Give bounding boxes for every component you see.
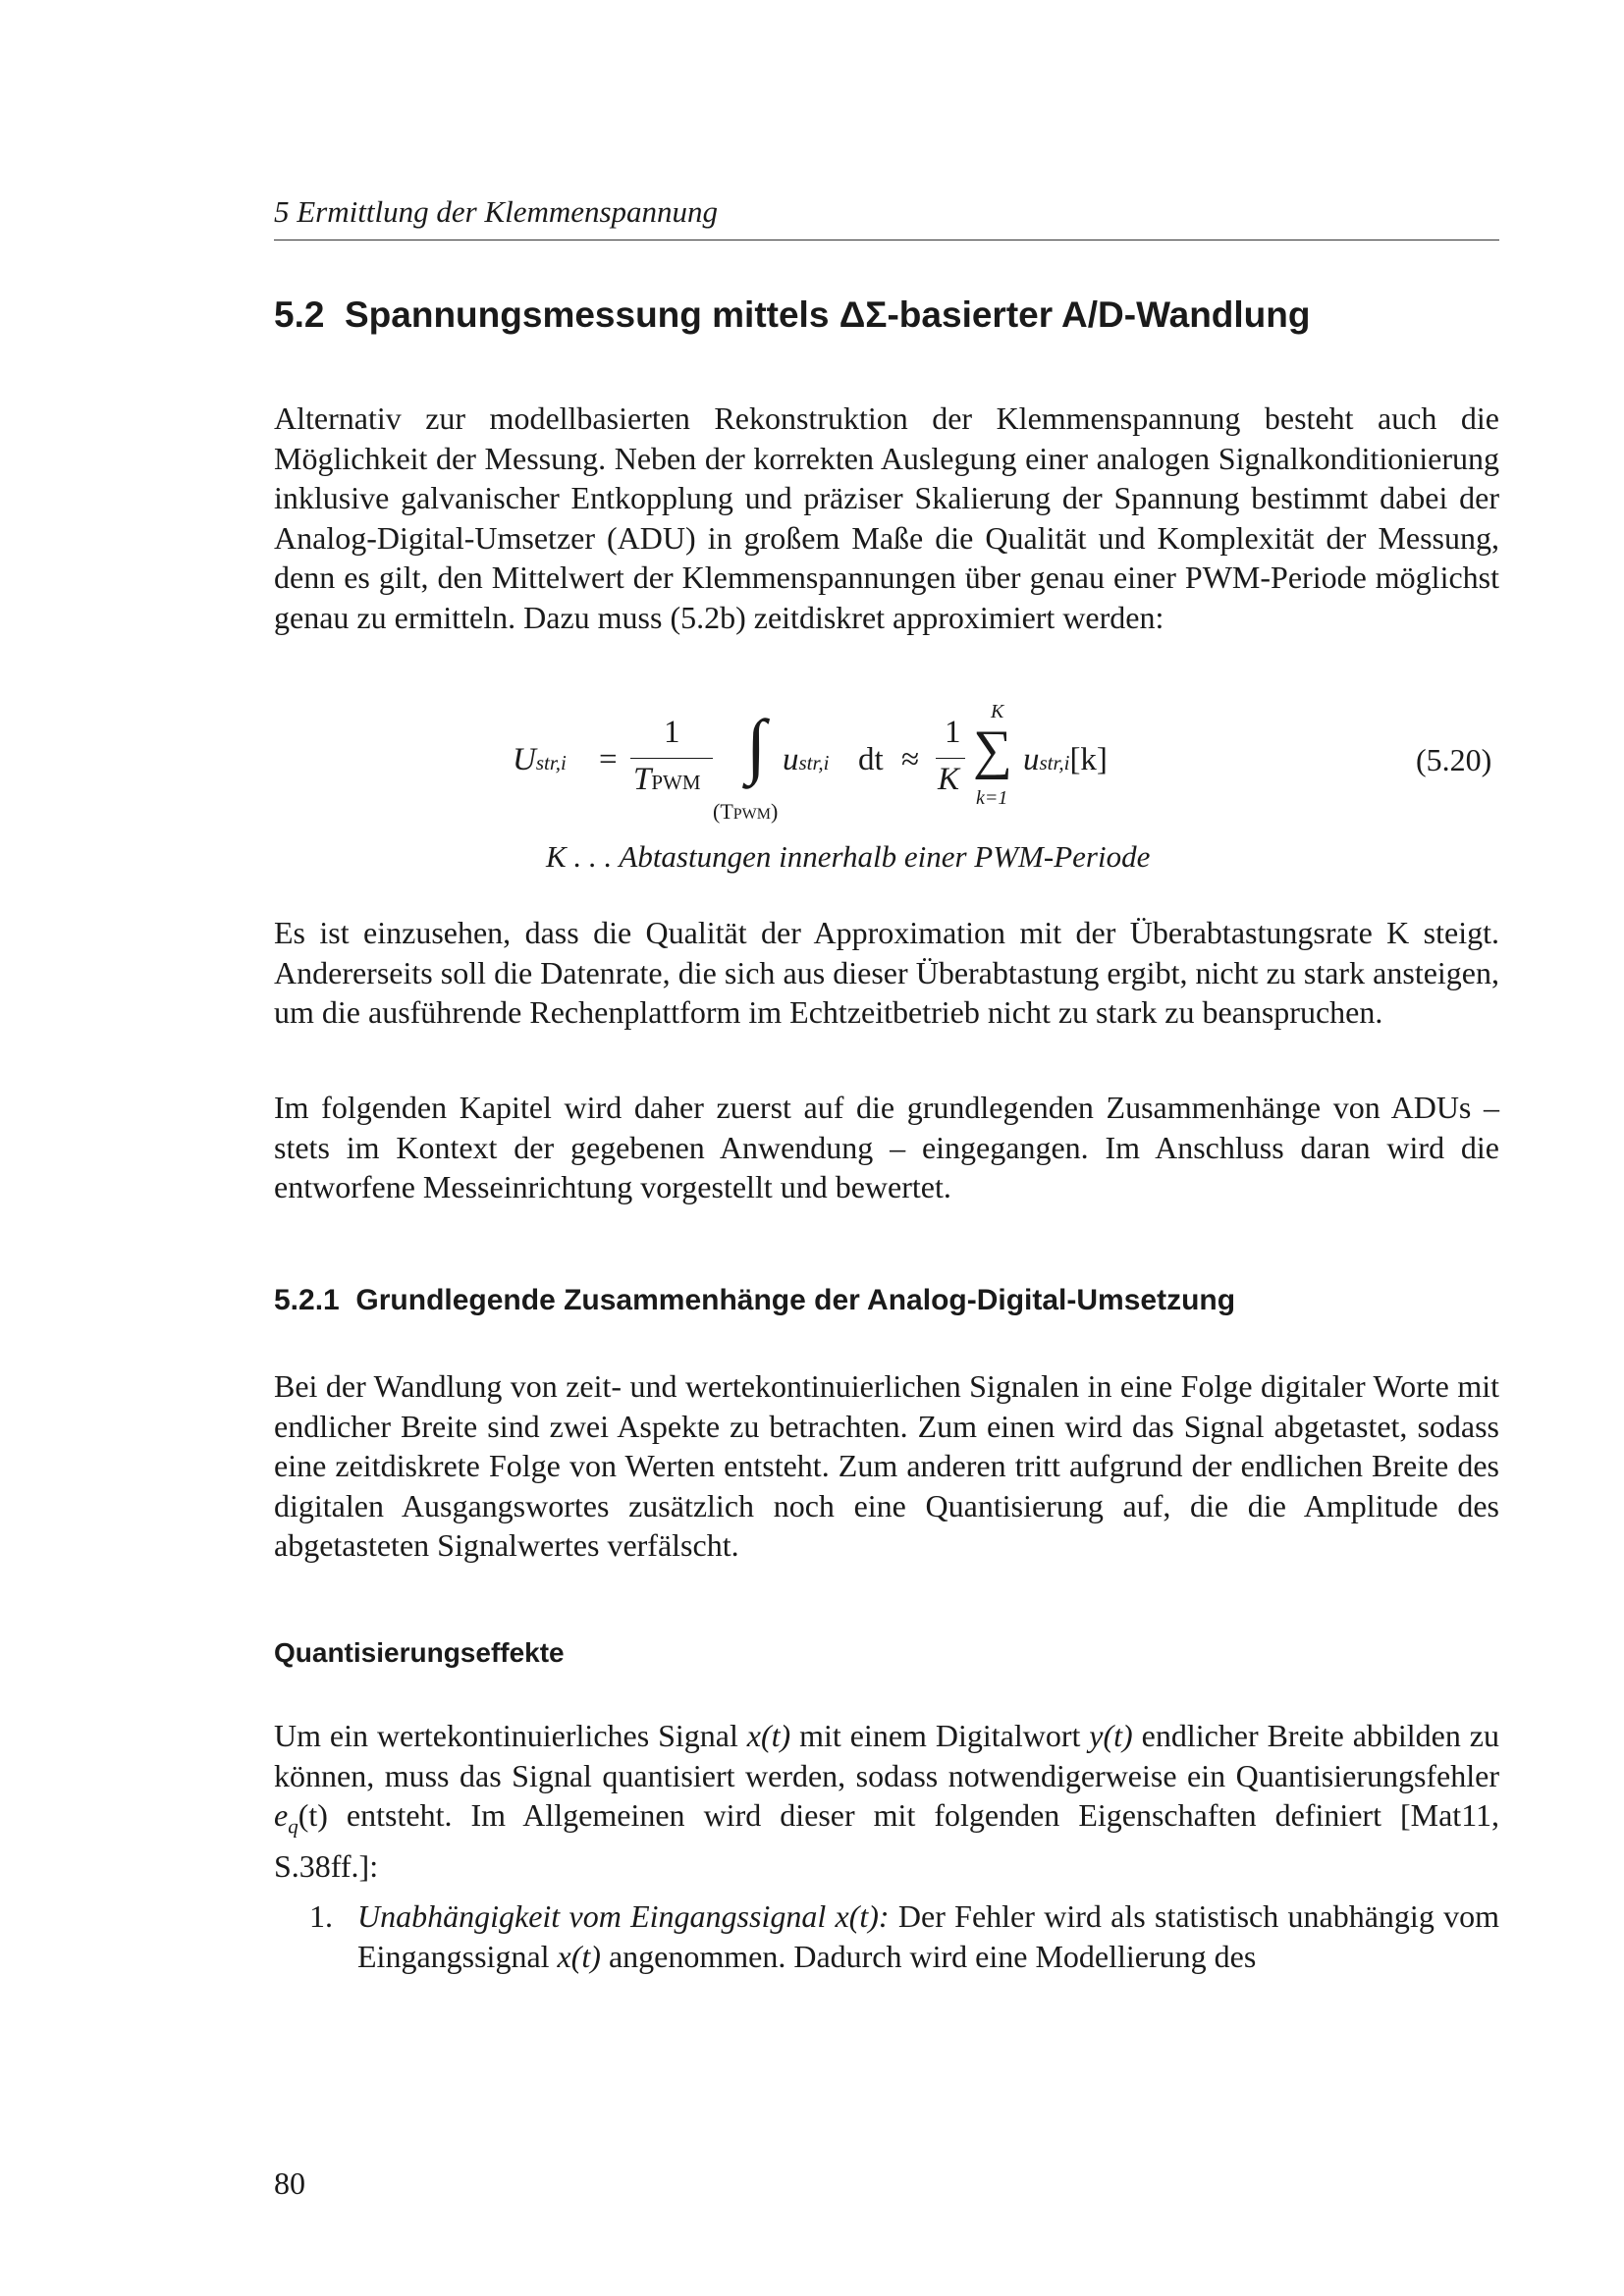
intro-paragraph: Alternativ zur modellbasierten Rekonstruktion der Klemmenspannung besteht auch die Möglichkeit der Messung. Neben der korrekten Auslegung einer analogen Signalkonditionierung inklusive galvanischer Entkopplung und präziser Skalierung der Spannung bestimmt dabei der Analog-Digital-Umsetzer (ADU) in großem Maße die Qualität und Komplexität der Messung, denn es gilt, den Mittelwert der Klemmenspannungen über genau einer PWM-Periode möglichst genau zu ermitteln. Dazu muss (5.2b) zeitdiskret approximiert werden: [274, 400, 1499, 635]
eq-integrand: ustr,i [783, 742, 830, 777]
section-number: 5.2 [274, 294, 325, 335]
section-heading [274, 294, 1310, 336]
eq-frac1-numerator: 1 [664, 715, 680, 750]
paragraph-4: Bei der Wandlung von zeit- und wertekontinuierlichen Signalen in eine Folge digitaler Worte mit endlicher Breite sind zwei Aspekte zu betrachten. Zum einen wird das Signal abgetastet, sodass eine zeitdiskrete Folge von Werten entsteht. Zum anderen tritt aufgrund der endlichen Breite des digitalen Ausgangswortes zusätzlich noch eine Quantisierung auf, die die Amplitude des abgetasteten Signalwertes verfälscht. [274, 1368, 1499, 1563]
eq-frac2-bar [936, 758, 965, 759]
eq-lhs: Ustr,i [513, 742, 567, 777]
eq-sum-upper: K [991, 701, 1004, 722]
paragraph-heading: Quantisierungseffekte [274, 1637, 565, 1668]
running-header: 5 Ermittlung der Klemmenspannung [274, 194, 1499, 240]
subsection-title: Grundlegende Zusammenhänge der Analog-Digital-Umsetzung [355, 1284, 1236, 1316]
eq-integral-limit: (TPWM) [713, 799, 779, 824]
eq-equals: = [599, 742, 618, 777]
subsection-number: 5.2.1 [274, 1284, 340, 1316]
eq-number: (5.20) [1416, 742, 1492, 777]
list-item-number: 1. [309, 1898, 333, 1934]
eq-integral-sign: ∫ [746, 706, 767, 786]
subsection-heading [274, 1284, 1235, 1317]
section-title: Spannungsmessung mittels ΔΣ-basierter A/D-Wandlung [345, 294, 1311, 335]
eq-differential: dt [858, 742, 884, 777]
eq-frac2-denominator: K [938, 762, 960, 797]
eq-frac1-bar [630, 758, 713, 759]
page-number: 80 [274, 2165, 305, 2201]
paragraph-5: Um ein wertekontinuierliches Signal x(t) mit einem Digitalwort y(t) endlicher Breite abbilden zu können, muss das Signal quantisiert werden, sodass notwendigerweise ein Quantisierungsfehler $e_q(t)$ entsteht. Im Allgemeinen wird dieser mit folgenden Eigenschaften definiert [Mat11, S.38ff.]: [274, 1718, 1499, 1884]
eq-sum-sign: ∑ [973, 720, 1012, 780]
eq-frac2-numerator: 1 [945, 715, 961, 750]
eq-summand: ustr,i[k] [1023, 742, 1108, 777]
eq-frac1-denominator: TPWM [633, 762, 701, 797]
paragraph-2: Es ist einzusehen, dass die Qualität der Approximation mit der Überabtastungsrate K steigt. Andererseits soll die Datenrate, die sich aus dieser Überabtastung ergibt, nicht zu stark ansteigen, um die ausführende Rechenplattform im Echtzeitbetrieb nicht zu stark zu beanspruchen. [274, 915, 1499, 1030]
eq-approx: ≈ [901, 742, 920, 777]
list-item-text: Unabhängigkeit vom Eingangssignal x(t): Der Fehler wird als statistisch unabhängig vom Eingangssignal x(t) angenommen. Dadurch wird eine Modellierung des [357, 1898, 1500, 1974]
eq-sum-lower: k=1 [976, 787, 1008, 809]
equation-where-line: K . . . Abtastungen innerhalb einer PWM-Periode [546, 839, 1151, 874]
paragraph-3: Im folgenden Kapitel wird daher zuerst auf die grundlegenden Zusammenhänge von ADUs – stets im Kontext der gegebenen Anwendung – eingegangen. Im Anschluss daran wird die entworfene Messeinrichtung vorgestellt und bewertet. [274, 1090, 1499, 1204]
